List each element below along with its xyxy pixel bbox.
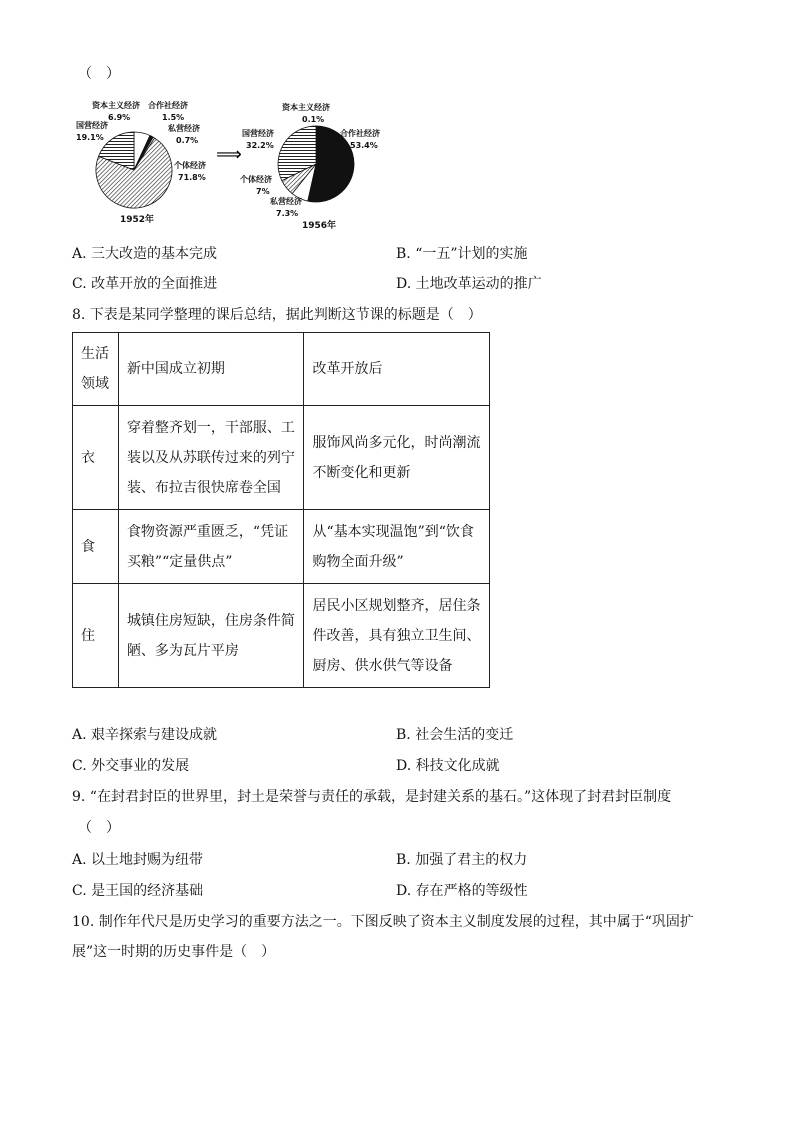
pie1952-year: 1952年 xyxy=(120,215,155,225)
q8-summary-table xyxy=(72,332,490,688)
q7-stem-tail: （ ） xyxy=(78,66,120,82)
pie1952-label-capitalist: 资本主义经济 xyxy=(92,101,140,110)
pie-1952 xyxy=(96,132,172,208)
pie1956-label-capitalist: 资本主义经济 xyxy=(282,103,330,112)
q7-pie-charts xyxy=(70,98,400,238)
table-row xyxy=(73,510,490,584)
pie1956-label-private: 私营经济 xyxy=(270,197,302,206)
q9-option-c[interactable]: C. 是王国的经济基础 xyxy=(72,883,204,899)
table-cell: 食 xyxy=(73,510,119,584)
q8-option-b[interactable]: B. 社会生活的变迁 xyxy=(396,727,514,743)
q9-option-a[interactable]: A. 以土地封赐为纽带 xyxy=(72,852,204,868)
table-header-row xyxy=(73,333,490,406)
pie1956-value-individual: 7% xyxy=(256,187,270,196)
pie1952-value-state: 19.1% xyxy=(76,133,104,142)
table-header-cell: 改革开放后 xyxy=(304,333,490,406)
q8-option-c[interactable]: C. 外交事业的发展 xyxy=(72,758,190,774)
q7-option-a[interactable]: A. 三大改造的基本完成 xyxy=(72,246,218,262)
q7-option-c[interactable]: C. 改革开放的全面推进 xyxy=(72,276,218,292)
pie1952-value-coop: 1.5% xyxy=(162,113,185,122)
pie1956-label-coop: 合作社经济 xyxy=(340,129,380,138)
pie1956-year: 1956年 xyxy=(302,221,337,231)
table-row xyxy=(73,584,490,688)
table-header-cell: 新中国成立初期 xyxy=(118,333,304,406)
pie1952-label-private: 私营经济 xyxy=(168,124,200,133)
q10-stem-line2: 展”这一时期的历史事件是（ ） xyxy=(72,944,276,960)
q9-option-d[interactable]: D. 存在严格的等级性 xyxy=(396,883,528,899)
table-cell: 居民小区规划整齐，居住条件改善，具有独立卫生间、厨房、供水供气等设备 xyxy=(304,584,490,688)
pie1952-value-private: 0.7% xyxy=(176,136,199,145)
q9-stem-tail: （ ） xyxy=(78,820,120,836)
table-cell: 服饰风尚多元化，时尚潮流不断变化和更新 xyxy=(304,406,490,510)
pie1956-label-state: 国营经济 xyxy=(242,129,274,138)
pie1952-label-individual: 个体经济 xyxy=(174,161,206,170)
table-cell: 城镇住房短缺，住房条件简陋、多为瓦片平房 xyxy=(118,584,304,688)
q8-option-a[interactable]: A. 艰辛探索与建设成就 xyxy=(72,727,218,743)
q7-option-d[interactable]: D. 土地改革运动的推广 xyxy=(396,276,542,292)
table-cell: 住 xyxy=(73,584,119,688)
q9-stem: 9. “在封君封臣的世界里，封土是荣誉与责任的承载，是封建关系的基石。”这体现了封君封臣制度 xyxy=(72,789,672,805)
q9-option-b[interactable]: B. 加强了君主的权力 xyxy=(396,852,528,868)
table-cell: 从“基本实现温饱”到“饮食购物全面升级” xyxy=(304,510,490,584)
pie1956-label-individual: 个体经济 xyxy=(240,175,272,184)
table-row xyxy=(73,406,490,510)
pie1956-value-capitalist: 0.1% xyxy=(302,115,325,124)
pie1956-value-coop: 53.4% xyxy=(350,141,378,150)
table-cell: 衣 xyxy=(73,406,119,510)
pie1952-value-individual: 71.8% xyxy=(178,173,206,182)
pie1956-value-state: 32.2% xyxy=(246,141,274,150)
table-header-cell: 生活领域 xyxy=(73,333,119,406)
arrow-icon: ⟹ xyxy=(216,144,242,165)
q8-option-d[interactable]: D. 科技文化成就 xyxy=(396,758,500,774)
q7-option-b[interactable]: B. “一五”计划的实施 xyxy=(396,246,528,262)
pie1956-value-private: 7.3% xyxy=(276,209,299,218)
table-cell: 食物资源严重匮乏，“凭证买粮”“定量供点” xyxy=(118,510,304,584)
table-cell: 穿着整齐划一，干部服、工装以及从苏联传过来的列宁装、布拉吉很快席卷全国 xyxy=(118,406,304,510)
pie1952-label-coop: 合作社经济 xyxy=(148,101,188,110)
q8-stem: 8. 下表是某同学整理的课后总结，据此判断这节课的标题是（ ） xyxy=(72,307,482,323)
pie1952-label-state: 国营经济 xyxy=(76,121,108,130)
q10-stem-line1: 10. 制作年代尺是历史学习的重要方法之一。下图反映了资本主义制度发展的过程，其中属于“巩固扩 xyxy=(72,914,694,930)
pie1952-value-capitalist: 6.9% xyxy=(108,113,131,122)
